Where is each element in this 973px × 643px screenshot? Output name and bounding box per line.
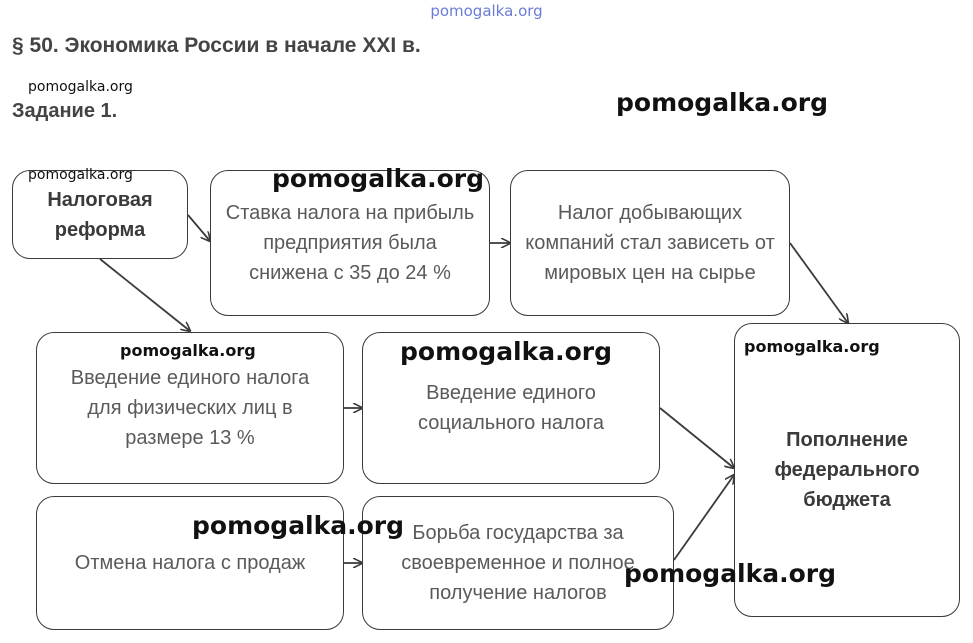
box-social-tax-text: Введение единого социального налога (417, 382, 605, 434)
arrow-mining-to-budget (790, 243, 848, 323)
box-mining-tax (510, 170, 790, 316)
watermark: pomogalka.org (120, 341, 256, 360)
site-watermark-top[interactable]: pomogalka.org (430, 2, 543, 20)
watermark: pomogalka.org (616, 88, 829, 117)
watermark: pomogalka.org (28, 79, 133, 95)
watermark: pomogalka.org (400, 337, 613, 366)
box-collection-text: Борьба государства за своевременное и полное получение налогов (401, 522, 635, 604)
watermark: pomogalka.org (624, 559, 837, 588)
box-flat-tax-text: Введение единого налога для физических лиц в размере 13 % (70, 367, 310, 449)
box-federal-budget-text: Пополнение федерального бюджета (774, 429, 920, 511)
box-profit-tax-text: Ставка налога на прибыль предприятия была снижена с 35 до 24 % (225, 202, 475, 284)
box-tax-reform-text: Налоговая реформа (47, 188, 153, 241)
arrow-social-to-budget (660, 408, 734, 468)
box-mining-tax-text: Налог добывающих компаний стал зависеть от мировых цен на сырье (525, 202, 775, 284)
box-sales-tax-text: Отмена налога с продаж (74, 552, 306, 574)
box-tax-reform (12, 170, 188, 259)
watermark: pomogalka.org (192, 511, 405, 540)
watermark: pomogalka.org (272, 164, 485, 193)
arrow-reform-to-profit (188, 215, 210, 241)
watermark: pomogalka.org (744, 337, 880, 356)
task-title: Задание 1. (12, 100, 118, 122)
arrow-reform-to-flat (100, 259, 190, 331)
arrow-collection-to-budget (674, 475, 734, 560)
page-heading: § 50. Экономика России в начале XXI в. (12, 34, 421, 57)
watermark: pomogalka.org (28, 167, 133, 183)
